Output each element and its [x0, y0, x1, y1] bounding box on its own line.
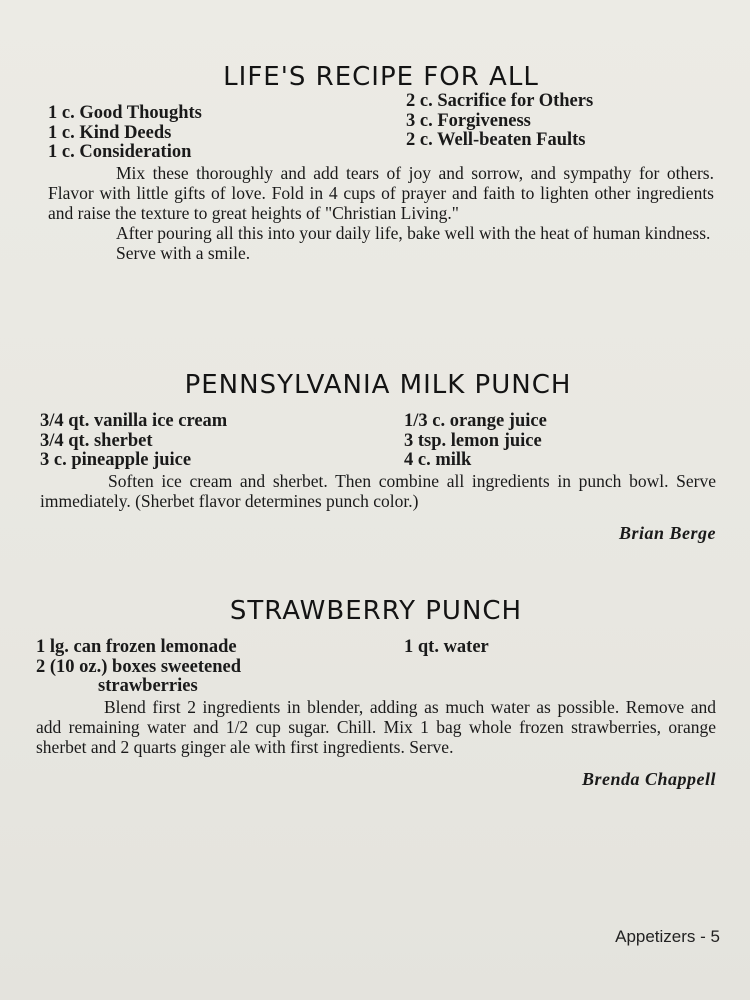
- ingredients-left-column: [36, 638, 404, 697]
- instructions-paragraph: Serve with a smile.: [116, 242, 251, 263]
- ingredient-item: 1 c. Kind Deeds: [48, 122, 172, 143]
- recipe-title: LIFE'S RECIPE FOR ALL: [223, 62, 539, 92]
- ingredient-item: 2 (10 oz.) boxes sweetened: [36, 656, 241, 677]
- instructions-paragraph: Mix these thoroughly and add tears of joy and sorrow, and sympathy for others. Flavor with little gifts of love. Fold in 4 cups of prayer and faith to lighten other ingredients and raise the texture to great heights of "Christian Living.": [48, 162, 714, 223]
- ingredient-item: 3/4 qt. vanilla ice cream: [40, 411, 228, 431]
- ingredients-left-column: [40, 412, 404, 471]
- page-footer: Appetizers - 5: [615, 927, 720, 946]
- ingredient-item: 1 c. Good Thoughts: [48, 103, 202, 123]
- ingredient-item: 3 c. pineapple juice: [40, 450, 192, 470]
- recipe-title: STRAWBERRY PUNCH: [229, 596, 523, 626]
- recipe-lifes-recipe: [48, 62, 714, 263]
- instructions-paragraph: Soften ice cream and sherbet. Then combine all ingredients in punch bowl. Serve immediately. (Sherbet flavor determines punch color.): [40, 470, 716, 511]
- ingredient-list: [36, 638, 716, 697]
- ingredient-item: 2 c. Sacrifice for Others: [406, 91, 594, 111]
- ingredient-item: 4 c. milk: [404, 450, 472, 470]
- recipe-author: Brenda Chappell: [581, 768, 716, 789]
- ingredient-item: 1 qt. water: [404, 637, 489, 657]
- recipe-author: Brian Berge: [618, 522, 716, 543]
- ingredient-list: [40, 412, 716, 471]
- ingredients-right-column: [404, 412, 716, 471]
- instructions-paragraph: Blend first 2 ingredients in blender, adding as much water as possible. Remove and add remaining water and 1/2 cup sugar. Chill. Mix 1 bag whole frozen strawberries, orange sherbet and 2 quarts ginger ale with first ingredients. Serve.: [36, 696, 716, 757]
- ingredient-item: strawberries: [98, 676, 198, 696]
- ingredient-item: 3 tsp. lemon juice: [404, 430, 542, 451]
- recipe-title: PENNSYLVANIA MILK PUNCH: [184, 370, 572, 400]
- ingredient-list: [48, 91, 714, 163]
- ingredient-item: 3 c. Forgiveness: [406, 110, 531, 131]
- ingredient-item: 3/4 qt. sherbet: [40, 430, 153, 451]
- ingredients-right-column: [406, 92, 714, 163]
- ingredients-left-column: [48, 104, 406, 163]
- recipe-strawberry-punch: [36, 596, 716, 790]
- instructions-paragraph: After pouring all this into your daily life, bake well with the heat of human kindness.: [116, 222, 711, 243]
- ingredient-item: 2 c. Well-beaten Faults: [406, 130, 586, 150]
- ingredient-item: 1 c. Consideration: [48, 142, 192, 162]
- ingredient-item: 1/3 c. orange juice: [404, 411, 547, 431]
- ingredients-right-column: [404, 638, 716, 697]
- recipe-pennsylvania-milk-punch: [40, 370, 716, 544]
- ingredient-item: 1 lg. can frozen lemonade: [36, 637, 237, 657]
